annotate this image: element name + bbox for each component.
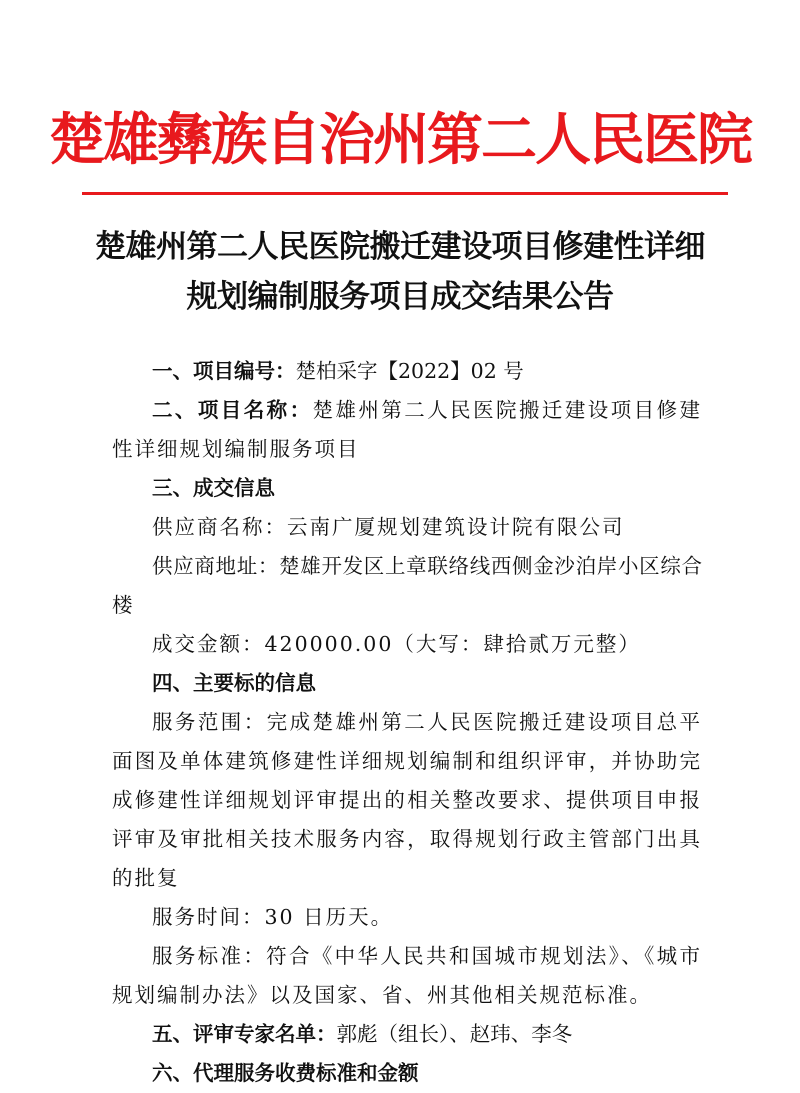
review-experts-value: 郭彪（组长）、赵玮、李冬 bbox=[336, 1022, 573, 1046]
service-scope: 服务范围：完成楚雄州第二人民医院搬迁建设项目总平面图及单体建筑修建性详细规划编制和组织评审，并协助完成修建性详细规划评审提出的相关整改要求、提供项目申报评审及审批相关技术服务内容，取得规划行政主管部门出具的批复 bbox=[112, 710, 702, 890]
project-number-value: 楚柏采字【2022】02 号 bbox=[295, 359, 524, 383]
section-review-experts bbox=[112, 1015, 702, 1054]
service-time: 服务时间：30 日历天。 bbox=[152, 905, 394, 929]
section-subject-info bbox=[112, 664, 702, 703]
service-standard: 服务标准：符合《中华人民共和国城市规划法》、《城市规划编制办法》以及国家、省、州其他相关规范标准。 bbox=[112, 944, 702, 1007]
supplier-address: 供应商地址：楚雄开发区上章联络线西侧金沙泊岸小区综合楼 bbox=[112, 554, 702, 617]
section-project-name bbox=[112, 391, 702, 469]
transaction-amount: 成交金额：420000.00（大写：肆拾贰万元整） bbox=[152, 632, 641, 656]
document-title-line-2: 规划编制服务项目成交结果公告 bbox=[186, 279, 614, 315]
section-heading: 一、项目编号： bbox=[152, 359, 296, 383]
document-title bbox=[90, 222, 710, 322]
project-name-value: 楚雄州第二人民医院搬迁建设项目修建性详细规划编制服务项目 bbox=[112, 398, 703, 461]
section-project-number bbox=[112, 352, 702, 391]
letterhead-title: 楚雄彝族自治州第二人民医院 bbox=[49, 107, 751, 173]
section-heading: 三、成交信息 bbox=[152, 476, 275, 500]
section-heading: 六、代理服务收费标准和金额 bbox=[152, 1061, 419, 1085]
letterhead-divider bbox=[82, 192, 728, 195]
section-agency-fee bbox=[112, 1054, 702, 1093]
document-title-line-1: 楚雄州第二人民医院搬迁建设项目修建性详细 bbox=[95, 229, 705, 265]
supplier-name: 供应商名称：云南广厦规划建筑设计院有限公司 bbox=[152, 515, 625, 539]
section-heading: 二、项目名称： bbox=[152, 398, 313, 422]
section-heading: 四、主要标的信息 bbox=[152, 671, 316, 695]
section-heading: 五、评审专家名单： bbox=[152, 1022, 337, 1046]
section-transaction-info bbox=[112, 469, 702, 508]
document-body bbox=[112, 352, 702, 1093]
